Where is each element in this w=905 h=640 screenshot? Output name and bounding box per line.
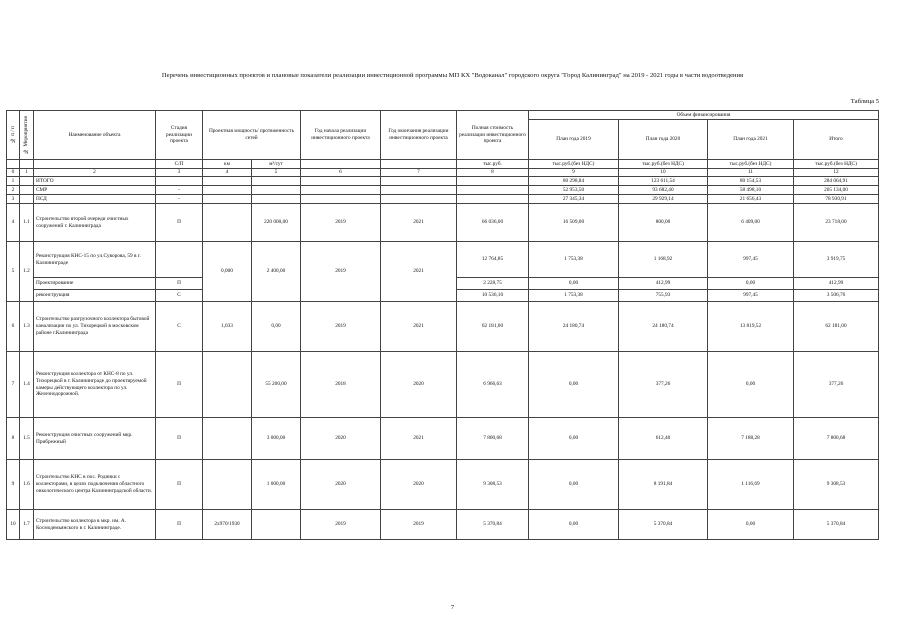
header-plan-2020: План года 2020 bbox=[619, 120, 708, 160]
table-row bbox=[7, 242, 879, 278]
unit-cell: тыс.руб.(без НДС) bbox=[794, 160, 879, 169]
unit-cell: км bbox=[203, 160, 252, 169]
length-cell bbox=[203, 352, 252, 418]
row-number: 1 bbox=[7, 177, 20, 186]
plan-2019-cell: 0,00 bbox=[529, 510, 619, 540]
row-number: 5 bbox=[7, 242, 20, 302]
full-cost-cell bbox=[457, 195, 529, 204]
plan-2021-cell: 997,45 bbox=[708, 290, 794, 302]
header-plan-2021: План года 2021 bbox=[708, 120, 794, 160]
column-number: 9 bbox=[529, 169, 619, 177]
capacity-cell: 2 400,00 bbox=[252, 242, 301, 302]
table-row bbox=[7, 510, 879, 540]
stage-cell: П bbox=[156, 352, 203, 418]
table-row bbox=[7, 352, 879, 418]
start-year-cell: 2018 bbox=[301, 352, 381, 418]
header-start-year: Год начала реализации инвестиционного проекта bbox=[301, 111, 381, 160]
event-number: 1.2 bbox=[20, 242, 34, 302]
end-year-cell: 2020 bbox=[381, 352, 457, 418]
length-cell: 2х970/1930 bbox=[203, 510, 252, 540]
capacity-cell: 1 000,00 bbox=[252, 460, 301, 510]
full-cost-cell: 12 764,85 bbox=[457, 242, 529, 278]
capacity-cell: 0,00 bbox=[252, 302, 301, 352]
end-year-cell bbox=[381, 186, 457, 195]
row-number: 7 bbox=[7, 352, 20, 418]
start-year-cell bbox=[301, 186, 381, 195]
full-cost-cell bbox=[457, 186, 529, 195]
investment-table bbox=[6, 110, 879, 540]
plan-2019-cell: 24 180,74 bbox=[529, 302, 619, 352]
column-number: 11 bbox=[708, 169, 794, 177]
start-year-cell: 2019 bbox=[301, 242, 381, 302]
length-cell bbox=[203, 195, 252, 204]
plan-2021-cell: 13 819,52 bbox=[708, 302, 794, 352]
full-cost-cell: 7 800,68 bbox=[457, 418, 529, 460]
plan-2020-cell: 755,93 bbox=[619, 290, 708, 302]
event-number: 1.1 bbox=[20, 204, 34, 242]
column-number: 10 bbox=[619, 169, 708, 177]
stage-cell: С bbox=[156, 290, 203, 302]
plan-2019-cell: 0,00 bbox=[529, 460, 619, 510]
table-row bbox=[7, 195, 879, 204]
event-number: 1.4 bbox=[20, 352, 34, 418]
full-cost-cell: 9 308,53 bbox=[457, 460, 529, 510]
plan-2021-cell: 6 409,00 bbox=[708, 204, 794, 242]
end-year-cell: 2021 bbox=[381, 302, 457, 352]
total-cell: 78 930,91 bbox=[794, 195, 879, 204]
stage-cell: С bbox=[156, 302, 203, 352]
row-number: 8 bbox=[7, 418, 20, 460]
event-number: 1.6 bbox=[20, 460, 34, 510]
header-capacity: Проектная мощность/ протяженность сетей bbox=[203, 111, 301, 160]
table-row bbox=[7, 418, 879, 460]
unit-cell: тыс.руб. bbox=[457, 160, 529, 169]
plan-2019-cell: 0,00 bbox=[529, 278, 619, 290]
column-number: 0 bbox=[7, 169, 20, 177]
plan-2020-cell: 123 611,54 bbox=[619, 177, 708, 186]
row-number: 6 bbox=[7, 302, 20, 352]
full-cost-cell bbox=[457, 177, 529, 186]
total-cell: 284 064,91 bbox=[794, 177, 879, 186]
start-year-cell bbox=[301, 195, 381, 204]
stage-cell: П bbox=[156, 418, 203, 460]
stage-cell: П bbox=[156, 510, 203, 540]
length-cell: 1,033 bbox=[203, 302, 252, 352]
column-number-row bbox=[7, 169, 879, 177]
plan-2020-cell: 1 168,92 bbox=[619, 242, 708, 278]
plan-2020-cell: 29 929,14 bbox=[619, 195, 708, 204]
column-number: 5 bbox=[252, 169, 301, 177]
plan-2020-cell: 24 180,74 bbox=[619, 302, 708, 352]
total-cell: 7 800,68 bbox=[794, 418, 879, 460]
header-num: № п / п bbox=[7, 111, 20, 160]
object-name: Строительство коллектора в мкр. им. А. Космодемьянского в г. Калининграде. bbox=[34, 510, 156, 540]
unit-cell: м³/сут bbox=[252, 160, 301, 169]
plan-2020-cell: 800,00 bbox=[619, 204, 708, 242]
object-name: Реконструкция коллектора от КНС-8 по ул. Тихорецкой в г. Калининграде до проектируемой камеры действующего коллектора по ул. Железнодорожной. bbox=[34, 352, 156, 418]
start-year-cell: 2020 bbox=[301, 418, 381, 460]
event-number: 1.5 bbox=[20, 418, 34, 460]
row-number: 4 bbox=[7, 204, 20, 242]
event-number bbox=[20, 177, 34, 186]
table-label: Таблица 5 bbox=[850, 98, 879, 105]
plan-2020-cell: 377,26 bbox=[619, 352, 708, 418]
column-number: 7 bbox=[381, 169, 457, 177]
end-year-cell: 2021 bbox=[381, 418, 457, 460]
column-number: 1 bbox=[20, 169, 34, 177]
total-cell: 377,26 bbox=[794, 352, 879, 418]
total-cell: 205 134,00 bbox=[794, 186, 879, 195]
total-cell: 3 919,75 bbox=[794, 242, 879, 278]
end-year-cell bbox=[381, 177, 457, 186]
table-row bbox=[7, 186, 879, 195]
stage-cell: П bbox=[156, 204, 203, 242]
plan-2019-cell: 27 345,34 bbox=[529, 195, 619, 204]
column-number: 8 bbox=[457, 169, 529, 177]
plan-2021-cell: 0,00 bbox=[708, 352, 794, 418]
object-name: Реконструкция КНС-15 по ул.Суворова, 59 в г. Калининграде bbox=[34, 242, 156, 278]
full-cost-cell: 10 536,10 bbox=[457, 290, 529, 302]
plan-2021-cell: 21 656,43 bbox=[708, 195, 794, 204]
table-row bbox=[7, 460, 879, 510]
event-number: 1.3 bbox=[20, 302, 34, 352]
full-cost-cell: 62 181,00 bbox=[457, 302, 529, 352]
column-number: 2 bbox=[34, 169, 156, 177]
object-name: СМР bbox=[34, 186, 156, 195]
object-name: ПСД bbox=[34, 195, 156, 204]
full-cost-cell: 2 228,75 bbox=[457, 278, 529, 290]
subrow-name: реконструкция bbox=[34, 290, 156, 302]
full-cost-cell: 6 966,63 bbox=[457, 352, 529, 418]
plan-2019-cell: 0,00 bbox=[529, 418, 619, 460]
plan-2020-cell: 612,40 bbox=[619, 418, 708, 460]
header-full-cost: Полная стоимость реализации инвестиционного проекта bbox=[457, 111, 529, 160]
header-object: Наименование объекта bbox=[34, 111, 156, 160]
event-number: 1.7 bbox=[20, 510, 34, 540]
plan-2020-cell: 412,99 bbox=[619, 278, 708, 290]
plan-2020-cell: 93 682,40 bbox=[619, 186, 708, 195]
header-financing: Объем финансирования bbox=[529, 111, 879, 120]
row-number: 10 bbox=[7, 510, 20, 540]
plan-2020-cell: 5 370,84 bbox=[619, 510, 708, 540]
end-year-cell: 2021 bbox=[381, 242, 457, 302]
total-cell: 62 181,00 bbox=[794, 302, 879, 352]
row-number: 3 bbox=[7, 195, 20, 204]
object-name: Строительство разгрузочного коллектора бытовой канализации по ул. Тихорецкой в московском районе г.Калининграда bbox=[34, 302, 156, 352]
event-number bbox=[20, 195, 34, 204]
end-year-cell: 2021 bbox=[381, 204, 457, 242]
plan-2019-cell: 52 953,50 bbox=[529, 186, 619, 195]
page-number: 7 bbox=[450, 604, 455, 611]
row-number: 9 bbox=[7, 460, 20, 510]
length-cell bbox=[203, 460, 252, 510]
plan-2021-cell: 1 116,69 bbox=[708, 460, 794, 510]
stage-cell: - bbox=[156, 195, 203, 204]
plan-2020-cell: 8 191,84 bbox=[619, 460, 708, 510]
object-name: ИТОГО bbox=[34, 177, 156, 186]
capacity-cell bbox=[252, 177, 301, 186]
plan-2019-cell: 80 298,84 bbox=[529, 177, 619, 186]
total-cell: 3 506,76 bbox=[794, 290, 879, 302]
start-year-cell: 2019 bbox=[301, 302, 381, 352]
table-row bbox=[7, 204, 879, 242]
object-name: Строительство КНС в пос. Родники с коллекторами, в целях подключения областного онкологического центра Калининградской области. bbox=[34, 460, 156, 510]
column-number: 4 bbox=[203, 169, 252, 177]
capacity-cell: 55 200,00 bbox=[252, 352, 301, 418]
length-cell bbox=[203, 204, 252, 242]
total-cell: 5 370,84 bbox=[794, 510, 879, 540]
header-total: Итого bbox=[794, 120, 879, 160]
plan-2021-cell: 0,00 bbox=[708, 510, 794, 540]
end-year-cell: 2019 bbox=[381, 510, 457, 540]
header-stage: Стадия реализации проекта bbox=[156, 111, 203, 160]
object-name: Строительство второй очереди очистных сооружений г. Калининграда bbox=[34, 204, 156, 242]
subrow-name: Проектирование bbox=[34, 278, 156, 290]
plan-2021-cell: 7 188,28 bbox=[708, 418, 794, 460]
column-number: 3 bbox=[156, 169, 203, 177]
length-cell bbox=[203, 418, 252, 460]
stage-cell: П bbox=[156, 460, 203, 510]
table-body bbox=[7, 177, 879, 540]
plan-2021-cell: 997,45 bbox=[708, 242, 794, 278]
capacity-cell bbox=[252, 186, 301, 195]
start-year-cell: 2020 bbox=[301, 460, 381, 510]
event-number bbox=[20, 186, 34, 195]
length-cell bbox=[203, 186, 252, 195]
end-year-cell: 2020 bbox=[381, 460, 457, 510]
total-cell: 9 308,53 bbox=[794, 460, 879, 510]
header-plan-2019: План года 2019 bbox=[529, 120, 619, 160]
plan-2021-cell: 80 154,53 bbox=[708, 177, 794, 186]
total-cell: 23 718,00 bbox=[794, 204, 879, 242]
plan-2019-cell: 1 753,38 bbox=[529, 242, 619, 278]
capacity-cell bbox=[252, 195, 301, 204]
start-year-cell: 2019 bbox=[301, 204, 381, 242]
column-number: 12 bbox=[794, 169, 879, 177]
stage-cell: П bbox=[156, 278, 203, 290]
stage-cell: - bbox=[156, 186, 203, 195]
full-cost-cell: 5 370,84 bbox=[457, 510, 529, 540]
header-end-year: Год окончания реализации инвестиционного проекта bbox=[381, 111, 457, 160]
plan-2019-cell: 0,00 bbox=[529, 352, 619, 418]
capacity-cell: 3 000,00 bbox=[252, 418, 301, 460]
end-year-cell bbox=[381, 195, 457, 204]
plan-2019-cell: 16 509,00 bbox=[529, 204, 619, 242]
table-row bbox=[7, 177, 879, 186]
header-event-no: № Мероприятия bbox=[20, 111, 34, 160]
object-name: Реконструкция очистных сооружений мкр. Прибрежный bbox=[34, 418, 156, 460]
start-year-cell bbox=[301, 177, 381, 186]
table-row bbox=[7, 302, 879, 352]
total-cell: 412,99 bbox=[794, 278, 879, 290]
stage-cell bbox=[156, 177, 203, 186]
plan-2021-cell: 58 498,10 bbox=[708, 186, 794, 195]
unit-cell: С/П bbox=[156, 160, 203, 169]
capacity-cell: 220 000,00 bbox=[252, 204, 301, 242]
length-cell bbox=[203, 177, 252, 186]
document-title: Перечень инвестиционных проектов и плановые показатели реализации инвестиционной программы МП КХ "Водоканал" городского округа "Город Калининград" на 2019 - 2021 годы в части водоотведения bbox=[161, 72, 744, 79]
unit-cell: тыс.руб.(без НДС) bbox=[708, 160, 794, 169]
capacity-cell bbox=[252, 510, 301, 540]
column-number: 6 bbox=[301, 169, 381, 177]
length-cell: 0,000 bbox=[203, 242, 252, 302]
row-number: 2 bbox=[7, 186, 20, 195]
unit-cell: тыс.руб.(без НДС) bbox=[619, 160, 708, 169]
unit-cell: тыс.руб.(без НДС) bbox=[529, 160, 619, 169]
stage-cell bbox=[156, 242, 203, 278]
units-row bbox=[7, 160, 879, 169]
plan-2021-cell: 0,00 bbox=[708, 278, 794, 290]
plan-2019-cell: 1 753,38 bbox=[529, 290, 619, 302]
start-year-cell: 2019 bbox=[301, 510, 381, 540]
full-cost-cell: 66 036,00 bbox=[457, 204, 529, 242]
